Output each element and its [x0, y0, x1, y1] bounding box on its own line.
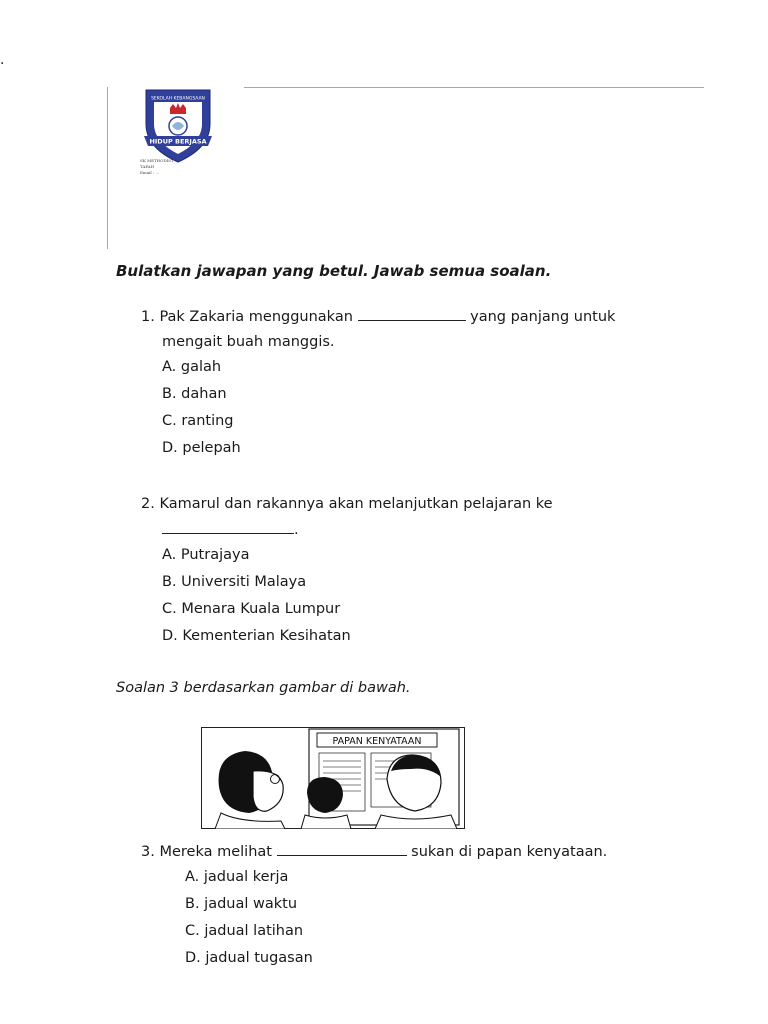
option[interactable]: D. pelepah [162, 440, 241, 456]
question-1-options [162, 354, 241, 462]
header-horizontal-rule [244, 87, 704, 88]
instructions: Bulatkan jawapan yang betul. Jawab semua soalan. [116, 262, 552, 280]
option[interactable]: D. Kementerian Kesihatan [162, 628, 351, 644]
option[interactable]: D. jadual tugasan [185, 950, 313, 966]
option[interactable]: B. Universiti Malaya [162, 574, 307, 590]
corner-mark: . [0, 52, 5, 68]
option[interactable]: B. dahan [162, 386, 227, 402]
question-2: 2. Kamarul dan rakannya akan melanjutkan pelajaran ke [141, 496, 553, 512]
notice-board-illustration [201, 727, 465, 829]
header-vertical-rule [107, 87, 108, 249]
option[interactable]: C. Menara Kuala Lumpur [162, 601, 341, 617]
option[interactable]: A. jadual kerja [185, 869, 289, 885]
crest-ribbon-top: SEKOLAH KEBANGSAAN [151, 96, 205, 102]
question-3: 3. Mereka melihat sukan di papan kenyataan. [141, 839, 607, 865]
question-1-line2: mengait buah manggis. [162, 334, 335, 350]
answer-blank[interactable] [277, 841, 407, 856]
option[interactable]: A. Putrajaya [162, 547, 250, 563]
question-1: 1. Pak Zakaria menggunakan yang panjang untuk [141, 304, 615, 330]
section-note: Soalan 3 berdasarkan gambar di bawah. [116, 680, 411, 696]
answer-blank[interactable] [162, 519, 294, 534]
option[interactable]: B. jadual waktu [185, 896, 298, 912]
question-2-options [162, 542, 351, 650]
board-title: PAPAN KENYATAAN [332, 736, 422, 747]
option[interactable]: C. ranting [162, 413, 234, 429]
crest-ribbon-bottom: HIDUP BERJASA [149, 137, 207, 146]
question-3-options [185, 864, 313, 972]
option[interactable]: C. jadual latihan [185, 923, 304, 939]
question-2-line2: . [162, 517, 299, 543]
option[interactable]: A. galah [162, 359, 222, 375]
answer-blank[interactable] [358, 306, 466, 321]
crest-caption: SK METHODIST TAPAH Email : ... [140, 158, 174, 175]
